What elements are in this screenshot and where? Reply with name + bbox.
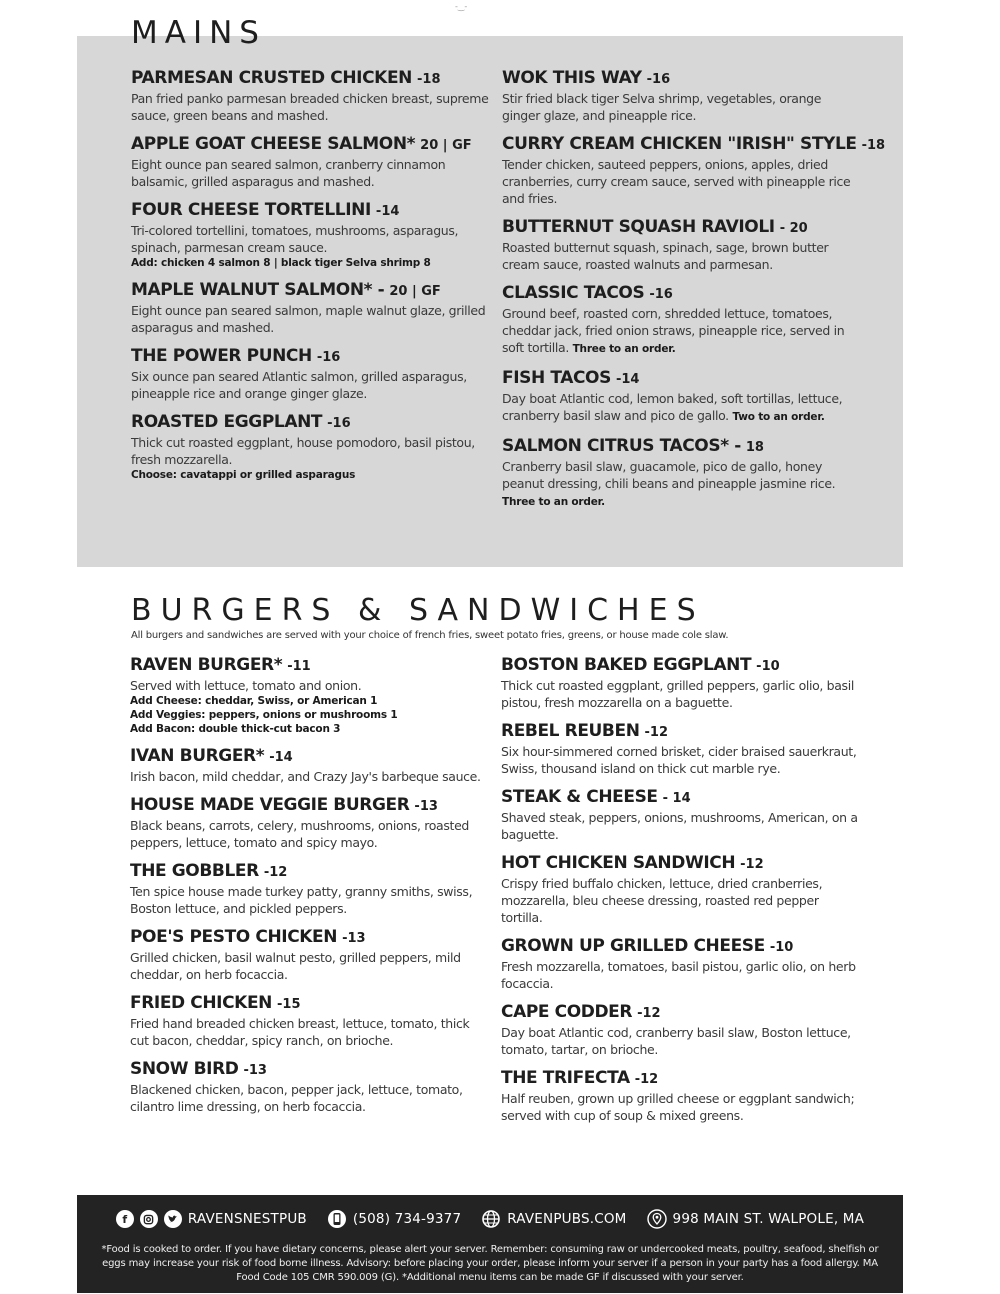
- menu-item-description-text: Crispy fried buffalo chicken, lettuce, dried cranberries, mozzarella, bleu cheese dressing, roasted red pepper tortilla.: [501, 876, 823, 925]
- burgers-title: BURGERS & SANDWICHES: [131, 593, 705, 628]
- menu-item-description: [502, 239, 862, 273]
- menu-item-description: [501, 743, 861, 777]
- menu-item-title: [131, 280, 491, 302]
- menu-item-description: [130, 883, 490, 917]
- menu-item-description: [501, 809, 861, 843]
- menu-item-title: [130, 746, 490, 768]
- menu-item: [130, 655, 490, 736]
- menu-item-price: - 14: [662, 791, 691, 806]
- menu-item-description: [501, 875, 861, 926]
- menu-item-description-text: Six hour-simmered corned brisket, cider braised sauerkraut, Swiss, thousand island on thick cut marble rye.: [501, 744, 857, 776]
- menu-item-description-text: Day boat Atlantic cod, cranberry basil slaw, Boston lettuce, tomato, tartar, on brioche.: [501, 1025, 851, 1057]
- menu-item-description: [130, 677, 490, 694]
- menu-item-description-text: Stir fried black tiger Selva shrimp, vegetables, orange ginger glaze, and pineapple rice.: [502, 91, 822, 123]
- website-contact[interactable]: [481, 1209, 626, 1229]
- menu-item-name: CAPE CODDER: [501, 1002, 633, 1022]
- menu-item-price: -12: [644, 725, 669, 740]
- menu-item-price: -16: [316, 350, 341, 365]
- menu-item: [502, 436, 862, 511]
- menu-item-name: MAPLE WALNUT SALMON* -: [131, 280, 385, 300]
- menu-item-name: CLASSIC TACOS: [502, 283, 645, 303]
- menu-item-name: HOUSE MADE VEGGIE BURGER: [130, 795, 410, 815]
- menu-item-name: BOSTON BAKED EGGPLANT: [501, 655, 752, 675]
- menu-item-description-text: Ground beef, roasted corn, shredded lettuce, tomatoes, cheddar jack, fried onion straws, pineapple rice, served in soft tortilla.: [502, 306, 845, 355]
- menu-item-description: [501, 1024, 861, 1058]
- menu-item-title: [131, 200, 491, 222]
- menu-item-description-text: Ten spice house made turkey patty, granny smiths, swiss, Boston lettuce, and pickled peppers.: [130, 884, 473, 916]
- menu-item-description: [131, 368, 491, 402]
- menu-item-price: -18: [417, 72, 441, 87]
- menu-item-description-text: Fried hand breaded chicken breast, lettuce, tomato, thick cut bacon, cheddar, spicy ranch, on brioche.: [130, 1016, 470, 1048]
- menu-item-description-text: Black beans, carrots, celery, mushrooms, onions, roasted peppers, lettuce, tomato and spicy mayo.: [130, 818, 470, 850]
- menu-item-price: 20 | GF: [389, 284, 441, 299]
- menu-item-name: APPLE GOAT CHEESE SALMON*: [131, 134, 416, 154]
- menu-item-title: [502, 283, 862, 305]
- menu-item-description: [130, 817, 490, 851]
- website-url: RAVENPUBS.COM: [507, 1211, 627, 1227]
- menu-item-description: [502, 458, 862, 511]
- top-crop-mark: -‿-: [455, 2, 468, 11]
- menu-item: [501, 936, 861, 992]
- food-safety-disclaimer: *Food is cooked to order. If you have dietary concerns, please alert your server. Remember: consuming raw or undercooked meats, poultry, seafood, shelfish or eggs may increase your risk of food borne illness. Advisory: before placing your order, please inform your server if a person in your party has a food allergy. MA Food Code 105 CMR 590.009 (G). *Additional menu items can be made GF if discussed with your server.: [101, 1244, 879, 1283]
- menu-item-description: [131, 302, 491, 336]
- menu-item: [130, 861, 490, 917]
- menu-item-description: [501, 677, 861, 711]
- phone-icon: [327, 1209, 347, 1229]
- menu-item: [131, 68, 491, 124]
- menu-item: [130, 993, 490, 1049]
- burgers-left-column: [130, 655, 490, 1125]
- menu-item-addons: Choose: cavatappi or grilled asparagus: [131, 469, 356, 481]
- menu-item-description: [130, 949, 490, 983]
- menu-item-description: [130, 1081, 490, 1115]
- menu-item-addons: Add: chicken 4 salmon 8 | black tiger Selva shrimp 8: [131, 257, 431, 269]
- menu-item-title: [501, 1002, 861, 1024]
- menu-item-description-text: Tender chicken, sauteed peppers, onions, apples, dried cranberries, curry cream sauce, served with pineapple rice and fries.: [502, 157, 851, 206]
- menu-item-description-text: Fresh mozzarella, tomatoes, basil pistou, garlic olio, on herb focaccia.: [501, 959, 856, 991]
- menu-item-description: [131, 156, 491, 190]
- menu-item-description-text: Cranberry basil slaw, guacamole, pico de gallo, honey peanut dressing, chili beans and pineapple jasmine rice.: [502, 459, 836, 491]
- menu-item: [130, 1059, 490, 1115]
- menu-item-description-text: Eight ounce pan seared salmon, cranberry cinnamon balsamic, grilled asparagus and mashed.: [131, 157, 446, 189]
- globe-icon: [481, 1209, 501, 1229]
- menu-item-description-text: Served with lettuce, tomato and onion.: [130, 678, 362, 693]
- menu-item-name: SNOW BIRD: [130, 1059, 239, 1079]
- menu-item-title: [131, 412, 491, 434]
- menu-item-order-note: Three to an order.: [502, 496, 605, 508]
- burgers-right-column: [501, 655, 861, 1134]
- menu-item-description-text: Six ounce pan seared Atlantic salmon, grilled asparagus, pineapple rice and orange ginger glaze.: [131, 369, 467, 401]
- menu-item-title: [501, 655, 861, 677]
- menu-item: [131, 412, 491, 482]
- mains-title: MAINS: [131, 15, 266, 51]
- menu-item: [131, 346, 491, 402]
- menu-item-name: WOK THIS WAY: [502, 68, 642, 88]
- menu-item: [501, 853, 861, 926]
- menu-item-title: [501, 853, 861, 875]
- menu-item-name: HOT CHICKEN SANDWICH: [501, 853, 736, 873]
- menu-item-price: -16: [327, 416, 351, 431]
- street-address: 998 MAIN ST. WALPOLE, MA: [672, 1211, 865, 1227]
- menu-item-name: FOUR CHEESE TORTELLINI: [131, 200, 371, 220]
- menu-item: [502, 368, 862, 426]
- menu-item-title: [502, 134, 886, 156]
- menu-item-addon: Add Veggies: peppers, onions or mushrooms 1: [130, 709, 398, 721]
- menu-item-description: [502, 156, 862, 207]
- menu-item-price: -13: [414, 799, 438, 814]
- menu-item-name: THE GOBBLER: [130, 861, 259, 881]
- menu-item-name: ROASTED EGGPLANT: [131, 412, 323, 432]
- menu-item-title: [502, 68, 862, 90]
- menu-item-name: BUTTERNUT SQUASH RAVIOLI: [502, 217, 775, 237]
- menu-item-price: 18: [745, 440, 764, 455]
- menu-item-description-text: Tri-colored tortellini, tomatoes, mushrooms, asparagus, spinach, parmesan cream sauce.: [131, 223, 459, 255]
- address-contact[interactable]: [647, 1209, 865, 1229]
- menu-item-price: -14: [375, 204, 400, 219]
- menu-item-title: [130, 795, 490, 817]
- burgers-sides-note: All burgers and sandwiches are served with your choice of french fries, sweet potato fries, greens, or house made cole slaw.: [131, 630, 729, 641]
- menu-item-description: [502, 305, 862, 358]
- menu-item-price: -12: [637, 1006, 661, 1021]
- menu-item-price: -12: [634, 1072, 659, 1087]
- menu-item-description: [131, 222, 491, 256]
- menu-item: [501, 655, 861, 711]
- menu-item-name: SALMON CITRUS TACOS* -: [502, 436, 741, 456]
- contact-row: [77, 1209, 903, 1229]
- menu-item: [502, 134, 886, 207]
- menu-item-price: -14: [615, 372, 640, 387]
- menu-item-price: 20 | GF: [420, 138, 472, 153]
- menu-item-description-text: Blackened chicken, bacon, pepper jack, lettuce, tomato, cilantro lime dressing, on herb focaccia.: [130, 1082, 463, 1114]
- menu-item-title: [502, 436, 862, 458]
- menu-item: [131, 200, 491, 270]
- menu-item-description: [130, 768, 490, 785]
- menu-item-name: GROWN UP GRILLED CHEESE: [501, 936, 765, 956]
- menu-item: [131, 280, 491, 336]
- menu-item-price: -11: [287, 659, 311, 674]
- menu-item-title: [130, 861, 490, 883]
- phone-number: (508) 734-9377: [352, 1211, 462, 1227]
- menu-item: [501, 1002, 861, 1058]
- menu-item-price: -16: [646, 72, 671, 87]
- menu-item-description: [501, 1090, 861, 1124]
- mains-left-column: [131, 68, 491, 492]
- phone-contact[interactable]: [327, 1209, 461, 1229]
- menu-item-description-text: Day boat Atlantic cod, lemon baked, soft tortillas, lettuce, cranberry basil slaw and pico de gallo.: [502, 391, 843, 423]
- menu-item-description: [501, 958, 861, 992]
- menu-item-name: PARMESAN CRUSTED CHICKEN: [131, 68, 412, 88]
- menu-item-description: [131, 434, 491, 468]
- menu-item: [501, 1068, 861, 1124]
- menu-item-name: THE POWER PUNCH: [131, 346, 312, 366]
- facebook-icon[interactable]: f: [116, 1210, 134, 1228]
- menu-item-description: [502, 390, 862, 426]
- menu-item-name: FRIED CHICKEN: [130, 993, 272, 1013]
- menu-item-description-text: Eight ounce pan seared salmon, maple walnut glaze, grilled asparagus and mashed.: [131, 303, 486, 335]
- menu-item-price: -18: [861, 138, 886, 153]
- twitter-icon[interactable]: [164, 1210, 182, 1228]
- menu-item-title: [131, 134, 491, 156]
- menu-item-name: IVAN BURGER*: [130, 746, 265, 766]
- menu-item-description-text: Roasted butternut squash, spinach, sage, brown butter cream sauce, roasted walnuts and parmesan.: [502, 240, 829, 272]
- location-pin-icon: [647, 1209, 667, 1229]
- social-handle: RAVENSNESTPUB: [187, 1211, 307, 1227]
- menu-item: [502, 283, 862, 358]
- menu-item-title: [502, 368, 862, 390]
- menu-item-description: [131, 90, 491, 124]
- mains-right-column: [502, 68, 886, 521]
- menu-item-description-text: Irish bacon, mild cheddar, and Crazy Jay's barbeque sauce.: [130, 769, 481, 784]
- menu-item-title: [130, 655, 490, 677]
- menu-item: [502, 68, 862, 124]
- menu-item-description: [502, 90, 862, 124]
- menu-item-price: -10: [769, 940, 794, 955]
- menu-item-addon: Add Bacon: double thick-cut bacon 3: [130, 723, 341, 735]
- menu-item-order-note: Two to an order.: [732, 411, 825, 423]
- menu-item-description-text: Shaved steak, peppers, onions, mushrooms, American, on a baguette.: [501, 810, 858, 842]
- menu-item: [130, 746, 490, 785]
- menu-item: [501, 787, 861, 843]
- instagram-icon[interactable]: [140, 1210, 158, 1228]
- menu-item-description-text: Thick cut roasted eggplant, house pomodoro, basil pistou, fresh mozzarella.: [131, 435, 475, 467]
- menu-item-price: -13: [243, 1063, 267, 1078]
- menu-item-price: -12: [263, 865, 288, 880]
- menu-item-title: [501, 787, 861, 809]
- menu-item-title: [130, 927, 490, 949]
- menu-item-price: -14: [269, 750, 293, 765]
- menu-item-description-text: Pan fried panko parmesan breaded chicken breast, supreme sauce, green beans and mashed.: [131, 91, 489, 123]
- menu-item-name: POE'S PESTO CHICKEN: [130, 927, 338, 947]
- menu-item-title: [130, 1059, 490, 1081]
- menu-item: [501, 721, 861, 777]
- menu-item-name: CURRY CREAM CHICKEN "IRISH" STYLE: [502, 134, 857, 154]
- menu-item-name: STEAK & CHEESE: [501, 787, 658, 807]
- menu-item-description: [130, 1015, 490, 1049]
- menu-item-description-text: Half reuben, grown up grilled cheese or eggplant sandwich; served with cup of soup & mixed greens.: [501, 1091, 855, 1123]
- menu-item-title: [501, 1068, 861, 1090]
- menu-item-name: FISH TACOS: [502, 368, 611, 388]
- menu-item-price: -12: [740, 857, 764, 872]
- menu-item-description-text: Thick cut roasted eggplant, grilled peppers, garlic olio, basil pistou, fresh mozzarella on a baguette.: [501, 678, 854, 710]
- menu-item-name: THE TRIFECTA: [501, 1068, 630, 1088]
- menu-item-title: [131, 68, 491, 90]
- menu-item-title: [502, 217, 862, 239]
- menu-item-title: [501, 721, 861, 743]
- menu-item: [502, 217, 862, 273]
- menu-item-title: [131, 346, 491, 368]
- menu-item: [130, 795, 490, 851]
- menu-item-price: -15: [277, 997, 301, 1012]
- menu-item-price: -13: [342, 931, 366, 946]
- menu-item-addon: Add Cheese: cheddar, Swiss, or American 1: [130, 695, 378, 707]
- menu-item-order-note: Three to an order.: [572, 343, 676, 355]
- menu-item: [130, 927, 490, 983]
- menu-item: [131, 134, 491, 190]
- menu-item-name: REBEL REUBEN: [501, 721, 640, 741]
- social-contact[interactable]: [116, 1210, 307, 1228]
- menu-item-description-text: Grilled chicken, basil walnut pesto, grilled peppers, mild cheddar, on herb focaccia.: [130, 950, 461, 982]
- menu-item-price: -10: [756, 659, 780, 674]
- menu-item-price: - 20: [779, 221, 808, 236]
- menu-item-title: [130, 993, 490, 1015]
- menu-item-name: RAVEN BURGER*: [130, 655, 283, 675]
- footer-bar: [77, 1195, 903, 1293]
- menu-item-title: [501, 936, 861, 958]
- menu-item-price: -16: [649, 287, 673, 302]
